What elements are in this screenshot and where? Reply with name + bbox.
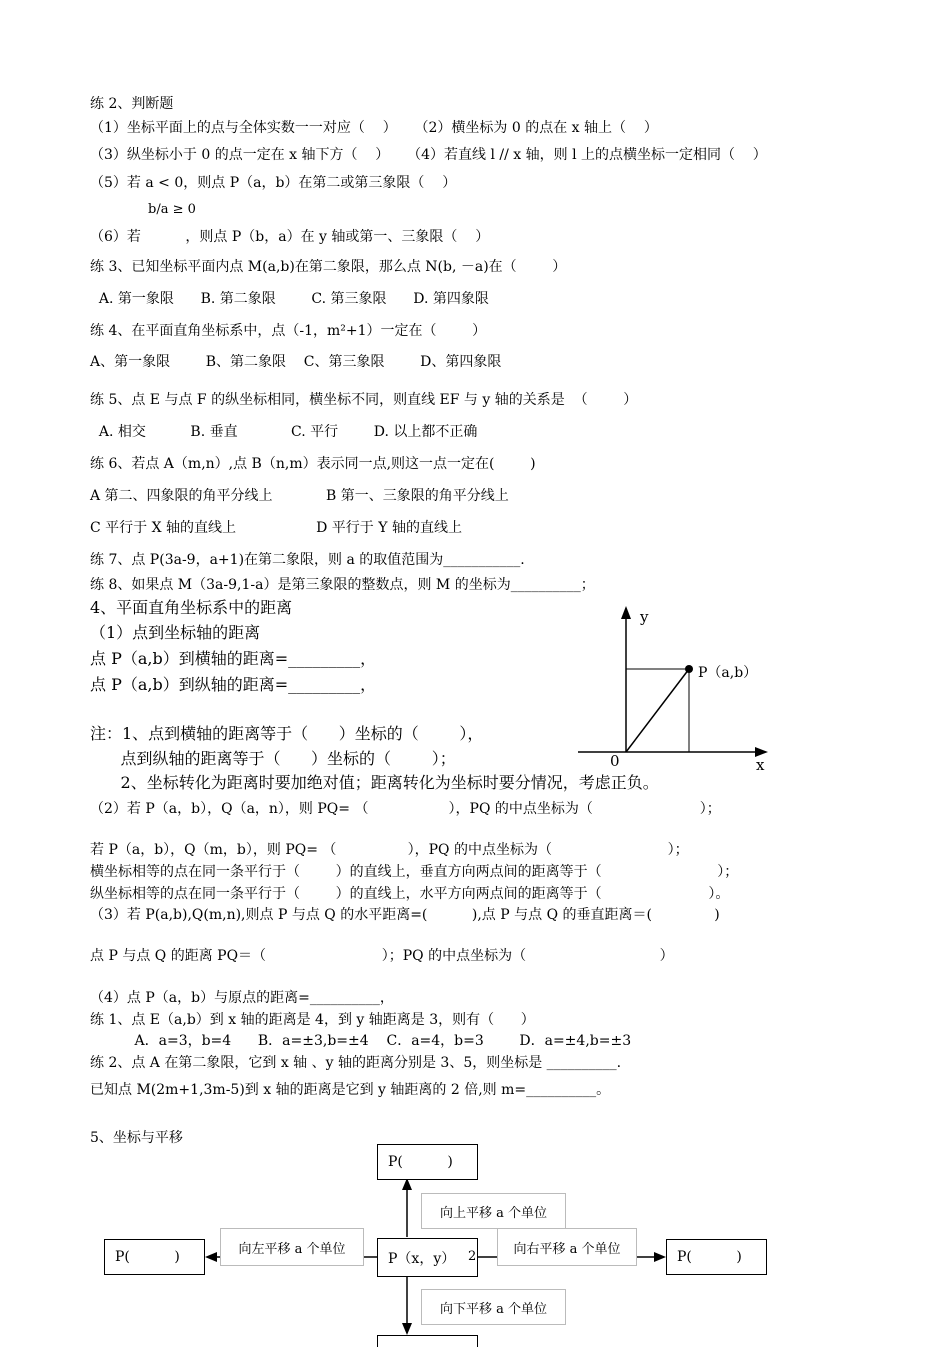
distance-line: 点 P（a,b）到纵轴的距离=_________， xyxy=(90,675,377,694)
practice-1: 练 1、点 E（a,b）到 x 轴的距离是 4，到 y 轴距离是 3，则有（ ） xyxy=(90,1012,535,1028)
distance-line: 点 P（a,b）到横轴的距离=_________， xyxy=(90,649,377,668)
exercise-5-options: A. 相交 B. 垂直 C. 平行 D. 以上都不正确 xyxy=(90,424,478,440)
exercise-7: 练 7、点 P(3a-9，a+1)在第二象限，则 a 的取值范围为___________. xyxy=(90,552,525,568)
note-line: 点到纵轴的距离等于（ ）坐标的（ ）； xyxy=(90,749,456,768)
exercise-5: 练 5、点 E 与点 F 的纵坐标相同，横坐标不同，则直线 EF 与 y 轴的关系是 （ ） xyxy=(90,392,638,408)
origin-label: 0 xyxy=(610,752,620,770)
exercise-4: 练 4、在平面直角坐标系中，点（-1，m²+1）一定在（ ） xyxy=(90,323,487,339)
parallel-line: 横坐标相等的点在同一条平行于（ ）的直线上，垂直方向两点间的距离等于（ ）； xyxy=(90,864,739,880)
practice-2: 练 2、点 A 在第二象限，它到 x 轴 、y 轴的距离分别是 3、5，则坐标是 __________. xyxy=(90,1055,622,1071)
y-axis-arrow xyxy=(621,606,631,619)
midpoint-line: 若 P（a，b），Q（m，b），则 PQ= （ ），PQ 的中点坐标为（ ）； xyxy=(90,842,689,858)
question-line: （3）纵坐标小于 0 的点一定在 x 轴下方（ ） （4）若直线 l // x 轴，则 l 上的点横坐标一定相同（ ） xyxy=(90,147,767,163)
exercise-3: 练 3、已知坐标平面内点 M(a,b)在第二象限，那么点 N(b, －a)在（ ） xyxy=(90,259,567,275)
right-translation-label: 向右平移 a 个单位 xyxy=(497,1228,637,1266)
down-arrowhead xyxy=(402,1323,412,1335)
op-segment xyxy=(626,669,689,752)
down-translation-label: 向下平移 a 个单位 xyxy=(421,1289,566,1325)
note-line: 注：1、点到横轴的距离等于（ ）坐标的（ ）， xyxy=(90,724,484,743)
point-p-label: P（a,b） xyxy=(698,665,758,681)
left-translation-label: 向左平移 a 个单位 xyxy=(220,1228,364,1266)
translated-up-box: P( ) xyxy=(377,1144,478,1180)
distance-question: （3）若 P(a,b),Q(m,n),则点 P 与点 Q 的水平距离=( ),点 P 与点 Q 的垂直距离＝( ) xyxy=(90,907,720,923)
question-line: （6）若 ，则点 P（b，a）在 y 轴或第一、三象限（ ） xyxy=(90,229,490,245)
origin-point-box: P（x，y） xyxy=(377,1238,478,1277)
subsection-title: （1）点到坐标轴的距离 xyxy=(90,623,261,642)
exercise-4-options: A、第一象限 B、第二象限 C、第三象限 D、第四象限 xyxy=(90,354,502,370)
practice-3: 已知点 M(2m+1,3m-5)到 x 轴的距离是它到 y 轴距离的 2 倍,则 m=__________。 xyxy=(90,1082,611,1098)
practice-1-options: A．a=3，b=4 B．a=±3,b=±4 C．a=4，b=3 D．a=±4,b=±3 xyxy=(90,1033,632,1049)
question-line: （5）若 a < 0，则点 P（a，b）在第二或第三象限（ ） xyxy=(90,175,457,191)
distance-question: 点 P 与点 Q 的距离 PQ＝（ ）；PQ 的中点坐标为（ ） xyxy=(90,948,674,964)
translated-left-box: P( ) xyxy=(104,1239,205,1275)
origin-distance: （4）点 P（a，b）与原点的距离=__________， xyxy=(90,990,394,1006)
translated-right-box: P( ) xyxy=(666,1239,767,1275)
right-arrowhead xyxy=(654,1252,666,1262)
exercise-3-options: A. 第一象限 B. 第二象限 C. 第三象限 D. 第四象限 xyxy=(90,291,489,307)
left-arrowhead xyxy=(205,1252,217,1262)
exercise-6: 练 6、若点 A（m,n）,点 B（n,m）表示同一点,则这一点一定在( ) xyxy=(90,456,536,472)
exercise-6-options-cd: C 平行于 X 轴的直线上 D 平行于 Y 轴的直线上 xyxy=(90,520,462,536)
translated-down-box xyxy=(377,1335,478,1347)
exercise-8: 练 8、如果点 M（3a-9,1-a）是第三象限的整数点，则 M 的坐标为__________； xyxy=(90,577,595,593)
exercise-6-options-ab: A 第二、四象限的角平分线上 B 第一、三象限的角平分线上 xyxy=(90,488,509,504)
fraction-condition: b/a ≥ 0 xyxy=(148,202,196,217)
y-axis-label: y xyxy=(640,608,649,626)
up-translation-label: 向上平移 a 个单位 xyxy=(421,1193,566,1229)
point-p xyxy=(685,665,693,673)
section-4-title: 4、平面直角坐标系中的距离 xyxy=(90,598,293,617)
question-line: （1）坐标平面上的点与全体实数一一对应（ ） （2）横坐标为 0 的点在 x 轴上（ ） xyxy=(90,120,658,136)
parallel-line: 纵坐标相等的点在同一条平行于（ ）的直线上，水平方向两点间的距离等于（ ）。 xyxy=(90,886,730,902)
midpoint-line: （2）若 P（a，b），Q（a，n），则 PQ= （ ），PQ 的中点坐标为（ ）； xyxy=(90,801,721,817)
exercise-2-title: 练 2、判断题 xyxy=(90,96,174,112)
note-line: 2、坐标转化为距离时要加绝对值；距离转化为坐标时要分情况，考虑正负。 xyxy=(90,773,659,792)
section-5-title: 5、坐标与平移 xyxy=(90,1130,183,1146)
x-axis-label: x xyxy=(756,756,765,774)
center-note: 2 xyxy=(468,1249,477,1264)
